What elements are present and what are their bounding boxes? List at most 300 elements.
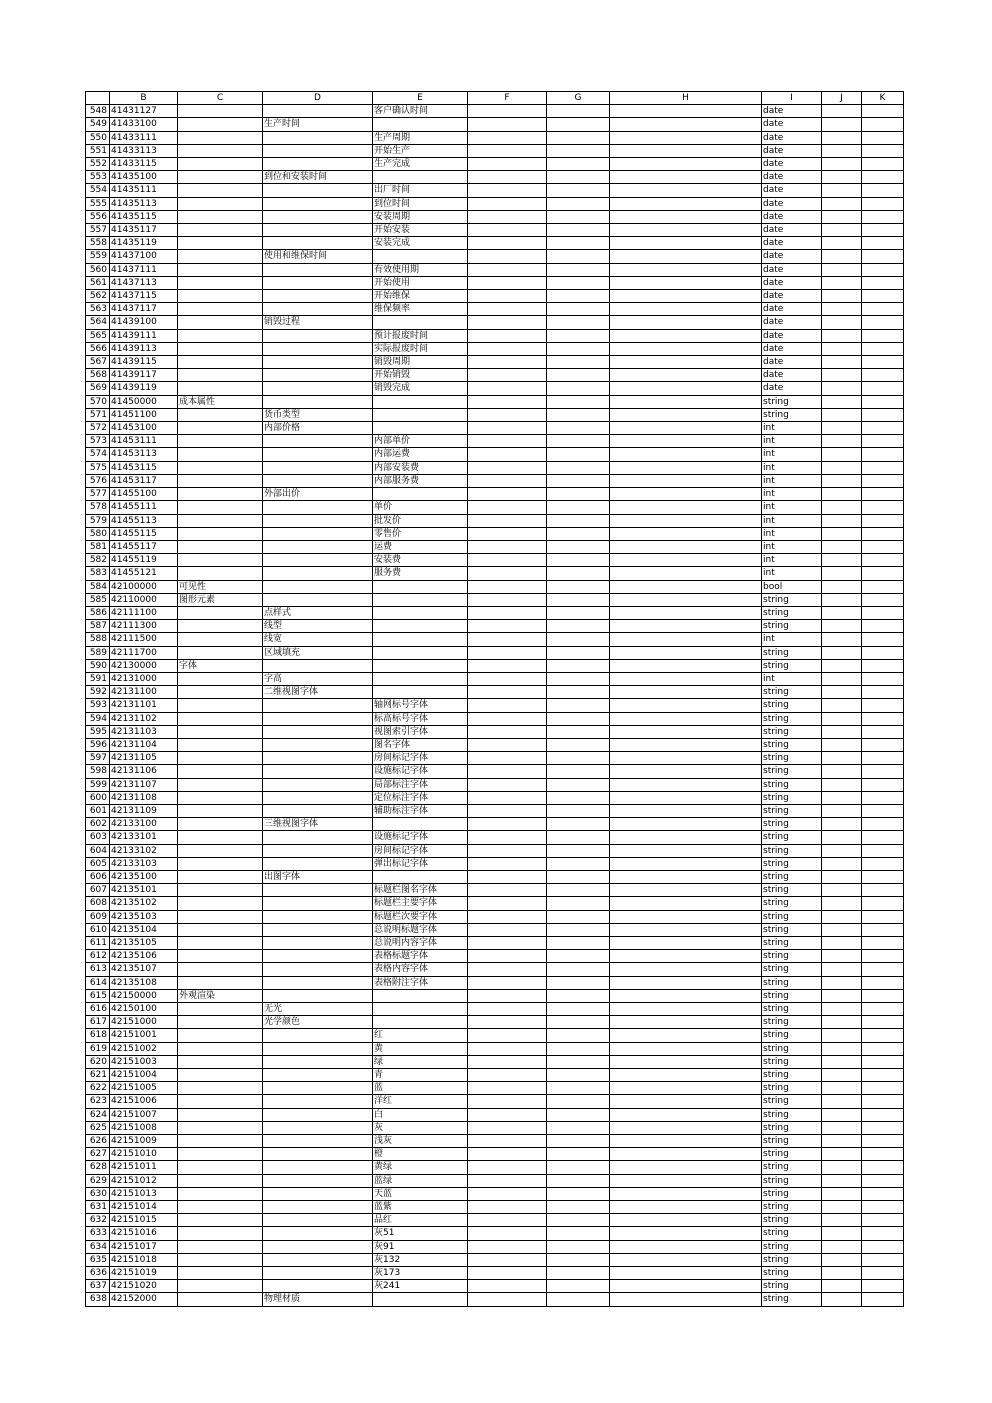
row-number[interactable]: 566 — [86, 342, 110, 355]
cell-e[interactable]: 图名字体 — [373, 738, 468, 751]
cell-c[interactable] — [178, 237, 263, 250]
cell-g[interactable] — [547, 870, 610, 883]
cell-j[interactable] — [822, 1082, 862, 1095]
cell-k[interactable] — [862, 435, 904, 448]
cell-d[interactable]: 到位和安装时间 — [263, 171, 373, 184]
cell-h[interactable] — [610, 105, 762, 118]
row-number[interactable]: 608 — [86, 897, 110, 910]
cell-g[interactable] — [547, 369, 610, 382]
cell-k[interactable] — [862, 778, 904, 791]
cell-b[interactable]: 42151006 — [110, 1095, 178, 1108]
cell-i[interactable]: string — [762, 1108, 822, 1121]
cell-h[interactable] — [610, 131, 762, 144]
row-number[interactable]: 626 — [86, 1135, 110, 1148]
cell-d[interactable] — [263, 923, 373, 936]
column-header-c[interactable]: C — [178, 92, 263, 105]
row-number[interactable]: 603 — [86, 831, 110, 844]
cell-j[interactable] — [822, 699, 862, 712]
cell-c[interactable] — [178, 620, 263, 633]
cell-k[interactable] — [862, 1003, 904, 1016]
cell-c[interactable] — [178, 699, 263, 712]
cell-j[interactable] — [822, 369, 862, 382]
cell-k[interactable] — [862, 171, 904, 184]
cell-b[interactable]: 41451100 — [110, 408, 178, 421]
cell-f[interactable] — [468, 593, 547, 606]
cell-i[interactable]: date — [762, 197, 822, 210]
cell-f[interactable] — [468, 686, 547, 699]
cell-k[interactable] — [862, 527, 904, 540]
cell-g[interactable] — [547, 1029, 610, 1042]
cell-e[interactable]: 天蓝 — [373, 1187, 468, 1200]
cell-k[interactable] — [862, 752, 904, 765]
cell-j[interactable] — [822, 501, 862, 514]
cell-f[interactable] — [468, 250, 547, 263]
cell-i[interactable]: string — [762, 1003, 822, 1016]
cell-i[interactable]: string — [762, 1148, 822, 1161]
row-number[interactable]: 599 — [86, 778, 110, 791]
cell-b[interactable]: 42135102 — [110, 897, 178, 910]
row-number[interactable]: 602 — [86, 818, 110, 831]
cell-f[interactable] — [468, 197, 547, 210]
cell-h[interactable] — [610, 963, 762, 976]
cell-h[interactable] — [610, 303, 762, 316]
cell-b[interactable]: 42111100 — [110, 606, 178, 619]
cell-g[interactable] — [547, 1214, 610, 1227]
cell-h[interactable] — [610, 158, 762, 171]
cell-g[interactable] — [547, 488, 610, 501]
row-number[interactable]: 576 — [86, 474, 110, 487]
cell-d[interactable] — [263, 1227, 373, 1240]
cell-i[interactable]: date — [762, 210, 822, 223]
cell-f[interactable] — [468, 1069, 547, 1082]
cell-k[interactable] — [862, 580, 904, 593]
cell-c[interactable] — [178, 1121, 263, 1134]
cell-h[interactable] — [610, 1187, 762, 1200]
cell-k[interactable] — [862, 1069, 904, 1082]
cell-b[interactable]: 41433111 — [110, 131, 178, 144]
row-number[interactable]: 554 — [86, 184, 110, 197]
cell-i[interactable]: string — [762, 1029, 822, 1042]
cell-j[interactable] — [822, 1187, 862, 1200]
cell-g[interactable] — [547, 897, 610, 910]
cell-h[interactable] — [610, 897, 762, 910]
cell-b[interactable]: 41439100 — [110, 316, 178, 329]
cell-b[interactable]: 41433115 — [110, 158, 178, 171]
cell-i[interactable]: string — [762, 395, 822, 408]
cell-j[interactable] — [822, 963, 862, 976]
cell-f[interactable] — [468, 765, 547, 778]
column-header-h[interactable]: H — [610, 92, 762, 105]
cell-d[interactable]: 销毁过程 — [263, 316, 373, 329]
cell-c[interactable] — [178, 897, 263, 910]
cell-k[interactable] — [862, 316, 904, 329]
cell-k[interactable] — [862, 963, 904, 976]
cell-j[interactable] — [822, 1135, 862, 1148]
cell-h[interactable] — [610, 369, 762, 382]
cell-h[interactable] — [610, 382, 762, 395]
cell-b[interactable]: 41439117 — [110, 369, 178, 382]
cell-e[interactable]: 有效使用期 — [373, 263, 468, 276]
cell-i[interactable]: date — [762, 342, 822, 355]
cell-e[interactable]: 维保频率 — [373, 303, 468, 316]
cell-f[interactable] — [468, 461, 547, 474]
cell-c[interactable] — [178, 633, 263, 646]
cell-j[interactable] — [822, 606, 862, 619]
cell-f[interactable] — [468, 290, 547, 303]
cell-j[interactable] — [822, 976, 862, 989]
cell-d[interactable] — [263, 778, 373, 791]
cell-c[interactable] — [178, 422, 263, 435]
cell-e[interactable]: 灰241 — [373, 1280, 468, 1293]
cell-d[interactable] — [263, 501, 373, 514]
cell-h[interactable] — [610, 1227, 762, 1240]
cell-h[interactable] — [610, 976, 762, 989]
cell-j[interactable] — [822, 1161, 862, 1174]
cell-f[interactable] — [468, 870, 547, 883]
row-number[interactable]: 585 — [86, 593, 110, 606]
cell-b[interactable]: 42131109 — [110, 804, 178, 817]
cell-g[interactable] — [547, 422, 610, 435]
cell-f[interactable] — [468, 342, 547, 355]
cell-b[interactable]: 41435100 — [110, 171, 178, 184]
cell-k[interactable] — [862, 1293, 904, 1306]
cell-c[interactable] — [178, 184, 263, 197]
cell-d[interactable] — [263, 1108, 373, 1121]
cell-k[interactable] — [862, 237, 904, 250]
cell-j[interactable] — [822, 937, 862, 950]
cell-i[interactable]: string — [762, 804, 822, 817]
cell-j[interactable] — [822, 1003, 862, 1016]
cell-h[interactable] — [610, 950, 762, 963]
cell-k[interactable] — [862, 1187, 904, 1200]
cell-j[interactable] — [822, 356, 862, 369]
column-header-e[interactable]: E — [373, 92, 468, 105]
cell-g[interactable] — [547, 1240, 610, 1253]
cell-f[interactable] — [468, 778, 547, 791]
cell-c[interactable] — [178, 712, 263, 725]
cell-i[interactable]: string — [762, 963, 822, 976]
row-number[interactable]: 575 — [86, 461, 110, 474]
row-number[interactable]: 563 — [86, 303, 110, 316]
cell-k[interactable] — [862, 356, 904, 369]
cell-d[interactable] — [263, 554, 373, 567]
cell-i[interactable]: string — [762, 1267, 822, 1280]
cell-j[interactable] — [822, 1201, 862, 1214]
cell-d[interactable] — [263, 158, 373, 171]
cell-k[interactable] — [862, 448, 904, 461]
row-number[interactable]: 570 — [86, 395, 110, 408]
cell-e[interactable] — [373, 672, 468, 685]
cell-c[interactable] — [178, 488, 263, 501]
cell-k[interactable] — [862, 897, 904, 910]
row-number[interactable]: 572 — [86, 422, 110, 435]
cell-d[interactable] — [263, 303, 373, 316]
cell-k[interactable] — [862, 831, 904, 844]
cell-d[interactable] — [263, 857, 373, 870]
cell-g[interactable] — [547, 844, 610, 857]
cell-e[interactable] — [373, 659, 468, 672]
cell-g[interactable] — [547, 118, 610, 131]
cell-f[interactable] — [468, 369, 547, 382]
cell-d[interactable]: 二维视图字体 — [263, 686, 373, 699]
cell-b[interactable]: 41453111 — [110, 435, 178, 448]
cell-b[interactable]: 42131106 — [110, 765, 178, 778]
cell-d[interactable] — [263, 725, 373, 738]
cell-e[interactable]: 生产周期 — [373, 131, 468, 144]
cell-e[interactable]: 安装费 — [373, 554, 468, 567]
cell-k[interactable] — [862, 263, 904, 276]
cell-d[interactable]: 三维视图字体 — [263, 818, 373, 831]
cell-b[interactable]: 41437111 — [110, 263, 178, 276]
cell-f[interactable] — [468, 884, 547, 897]
cell-d[interactable] — [263, 1095, 373, 1108]
cell-d[interactable] — [263, 950, 373, 963]
cell-e[interactable] — [373, 593, 468, 606]
cell-i[interactable]: string — [762, 1042, 822, 1055]
cell-h[interactable] — [610, 844, 762, 857]
cell-c[interactable] — [178, 752, 263, 765]
row-number[interactable]: 607 — [86, 884, 110, 897]
cell-b[interactable]: 42130000 — [110, 659, 178, 672]
cell-d[interactable] — [263, 527, 373, 540]
cell-g[interactable] — [547, 184, 610, 197]
cell-k[interactable] — [862, 1108, 904, 1121]
cell-k[interactable] — [862, 184, 904, 197]
cell-j[interactable] — [822, 1108, 862, 1121]
cell-h[interactable] — [610, 870, 762, 883]
cell-g[interactable] — [547, 580, 610, 593]
cell-f[interactable] — [468, 1135, 547, 1148]
cell-j[interactable] — [822, 105, 862, 118]
cell-k[interactable] — [862, 1121, 904, 1134]
cell-e[interactable]: 灰173 — [373, 1267, 468, 1280]
column-header-b[interactable]: B — [110, 92, 178, 105]
cell-b[interactable]: 42151002 — [110, 1042, 178, 1055]
cell-h[interactable] — [610, 752, 762, 765]
cell-i[interactable]: int — [762, 435, 822, 448]
cell-k[interactable] — [862, 738, 904, 751]
cell-e[interactable]: 轴网标号字体 — [373, 699, 468, 712]
cell-g[interactable] — [547, 382, 610, 395]
cell-c[interactable] — [178, 501, 263, 514]
cell-i[interactable]: string — [762, 1201, 822, 1214]
cell-f[interactable] — [468, 184, 547, 197]
cell-i[interactable]: int — [762, 501, 822, 514]
row-number[interactable]: 577 — [86, 488, 110, 501]
cell-d[interactable]: 物理材质 — [263, 1293, 373, 1306]
cell-j[interactable] — [822, 659, 862, 672]
cell-f[interactable] — [468, 699, 547, 712]
cell-d[interactable] — [263, 712, 373, 725]
cell-c[interactable] — [178, 1267, 263, 1280]
cell-c[interactable] — [178, 1135, 263, 1148]
cell-g[interactable] — [547, 474, 610, 487]
cell-f[interactable] — [468, 237, 547, 250]
cell-g[interactable] — [547, 1016, 610, 1029]
cell-h[interactable] — [610, 1253, 762, 1266]
cell-i[interactable]: int — [762, 488, 822, 501]
cell-f[interactable] — [468, 897, 547, 910]
cell-i[interactable]: string — [762, 844, 822, 857]
row-number[interactable]: 624 — [86, 1108, 110, 1121]
cell-k[interactable] — [862, 197, 904, 210]
cell-f[interactable] — [468, 1280, 547, 1293]
cell-c[interactable] — [178, 857, 263, 870]
cell-c[interactable] — [178, 263, 263, 276]
cell-b[interactable]: 41455121 — [110, 567, 178, 580]
cell-b[interactable]: 41439111 — [110, 329, 178, 342]
cell-d[interactable]: 线型 — [263, 620, 373, 633]
cell-g[interactable] — [547, 567, 610, 580]
cell-e[interactable]: 出厂时间 — [373, 184, 468, 197]
cell-i[interactable]: string — [762, 1055, 822, 1068]
row-number[interactable]: 610 — [86, 923, 110, 936]
cell-g[interactable] — [547, 448, 610, 461]
cell-d[interactable] — [263, 1042, 373, 1055]
cell-i[interactable]: date — [762, 356, 822, 369]
cell-k[interactable] — [862, 105, 904, 118]
cell-f[interactable] — [468, 1016, 547, 1029]
cell-h[interactable] — [610, 329, 762, 342]
cell-g[interactable] — [547, 408, 610, 421]
cell-e[interactable] — [373, 646, 468, 659]
cell-k[interactable] — [862, 501, 904, 514]
cell-h[interactable] — [610, 1003, 762, 1016]
cell-j[interactable] — [822, 910, 862, 923]
cell-k[interactable] — [862, 1029, 904, 1042]
cell-i[interactable]: string — [762, 752, 822, 765]
cell-c[interactable] — [178, 963, 263, 976]
cell-k[interactable] — [862, 910, 904, 923]
cell-k[interactable] — [862, 870, 904, 883]
row-number[interactable]: 549 — [86, 118, 110, 131]
cell-d[interactable] — [263, 197, 373, 210]
cell-b[interactable]: 42151016 — [110, 1227, 178, 1240]
cell-c[interactable] — [178, 448, 263, 461]
cell-g[interactable] — [547, 1108, 610, 1121]
cell-f[interactable] — [468, 1240, 547, 1253]
cell-k[interactable] — [862, 303, 904, 316]
cell-k[interactable] — [862, 144, 904, 157]
cell-k[interactable] — [862, 950, 904, 963]
cell-c[interactable] — [178, 1174, 263, 1187]
cell-j[interactable] — [822, 250, 862, 263]
row-number[interactable]: 593 — [86, 699, 110, 712]
cell-d[interactable] — [263, 1253, 373, 1266]
row-number[interactable]: 605 — [86, 857, 110, 870]
cell-b[interactable]: 42151015 — [110, 1214, 178, 1227]
cell-j[interactable] — [822, 210, 862, 223]
cell-g[interactable] — [547, 857, 610, 870]
cell-j[interactable] — [822, 1016, 862, 1029]
cell-g[interactable] — [547, 435, 610, 448]
cell-b[interactable]: 41453100 — [110, 422, 178, 435]
cell-b[interactable]: 42131107 — [110, 778, 178, 791]
cell-g[interactable] — [547, 1121, 610, 1134]
cell-i[interactable]: string — [762, 1069, 822, 1082]
cell-e[interactable]: 蓝 — [373, 1082, 468, 1095]
cell-i[interactable]: string — [762, 1214, 822, 1227]
cell-j[interactable] — [822, 237, 862, 250]
cell-h[interactable] — [610, 210, 762, 223]
cell-e[interactable]: 销毁周期 — [373, 356, 468, 369]
cell-c[interactable] — [178, 316, 263, 329]
cell-h[interactable] — [610, 884, 762, 897]
cell-j[interactable] — [822, 131, 862, 144]
cell-g[interactable] — [547, 884, 610, 897]
cell-f[interactable] — [468, 422, 547, 435]
cell-f[interactable] — [468, 171, 547, 184]
cell-c[interactable] — [178, 276, 263, 289]
cell-b[interactable]: 41455100 — [110, 488, 178, 501]
cell-i[interactable]: string — [762, 923, 822, 936]
cell-h[interactable] — [610, 356, 762, 369]
cell-e[interactable] — [373, 1293, 468, 1306]
cell-f[interactable] — [468, 791, 547, 804]
cell-f[interactable] — [468, 276, 547, 289]
cell-b[interactable]: 41437117 — [110, 303, 178, 316]
cell-g[interactable] — [547, 210, 610, 223]
cell-e[interactable]: 生产完成 — [373, 158, 468, 171]
cell-b[interactable]: 41453115 — [110, 461, 178, 474]
cell-k[interactable] — [862, 699, 904, 712]
cell-i[interactable]: string — [762, 686, 822, 699]
cell-g[interactable] — [547, 540, 610, 553]
cell-h[interactable] — [610, 620, 762, 633]
row-number[interactable]: 558 — [86, 237, 110, 250]
cell-j[interactable] — [822, 1267, 862, 1280]
cell-e[interactable]: 表格内容字体 — [373, 963, 468, 976]
cell-d[interactable] — [263, 1055, 373, 1068]
cell-j[interactable] — [822, 1293, 862, 1306]
cell-j[interactable] — [822, 857, 862, 870]
row-number[interactable]: 581 — [86, 540, 110, 553]
cell-f[interactable] — [468, 144, 547, 157]
cell-h[interactable] — [610, 1214, 762, 1227]
cell-b[interactable]: 41433113 — [110, 144, 178, 157]
row-number[interactable]: 635 — [86, 1253, 110, 1266]
cell-k[interactable] — [862, 1240, 904, 1253]
cell-c[interactable] — [178, 554, 263, 567]
cell-e[interactable]: 标题栏次要字体 — [373, 910, 468, 923]
cell-e[interactable] — [373, 686, 468, 699]
cell-f[interactable] — [468, 1267, 547, 1280]
cell-b[interactable]: 41435111 — [110, 184, 178, 197]
cell-k[interactable] — [862, 937, 904, 950]
cell-h[interactable] — [610, 712, 762, 725]
cell-g[interactable] — [547, 699, 610, 712]
cell-f[interactable] — [468, 408, 547, 421]
cell-c[interactable] — [178, 1293, 263, 1306]
row-number[interactable]: 552 — [86, 158, 110, 171]
cell-i[interactable]: date — [762, 316, 822, 329]
cell-f[interactable] — [468, 554, 547, 567]
cell-f[interactable] — [468, 725, 547, 738]
cell-c[interactable]: 成本属性 — [178, 395, 263, 408]
row-number[interactable]: 551 — [86, 144, 110, 157]
cell-e[interactable]: 橙 — [373, 1148, 468, 1161]
cell-f[interactable] — [468, 712, 547, 725]
cell-g[interactable] — [547, 976, 610, 989]
cell-b[interactable]: 42111700 — [110, 646, 178, 659]
cell-b[interactable]: 41437113 — [110, 276, 178, 289]
cell-g[interactable] — [547, 1201, 610, 1214]
row-number[interactable]: 559 — [86, 250, 110, 263]
cell-j[interactable] — [822, 1227, 862, 1240]
cell-k[interactable] — [862, 818, 904, 831]
cell-f[interactable] — [468, 527, 547, 540]
cell-e[interactable]: 红 — [373, 1029, 468, 1042]
